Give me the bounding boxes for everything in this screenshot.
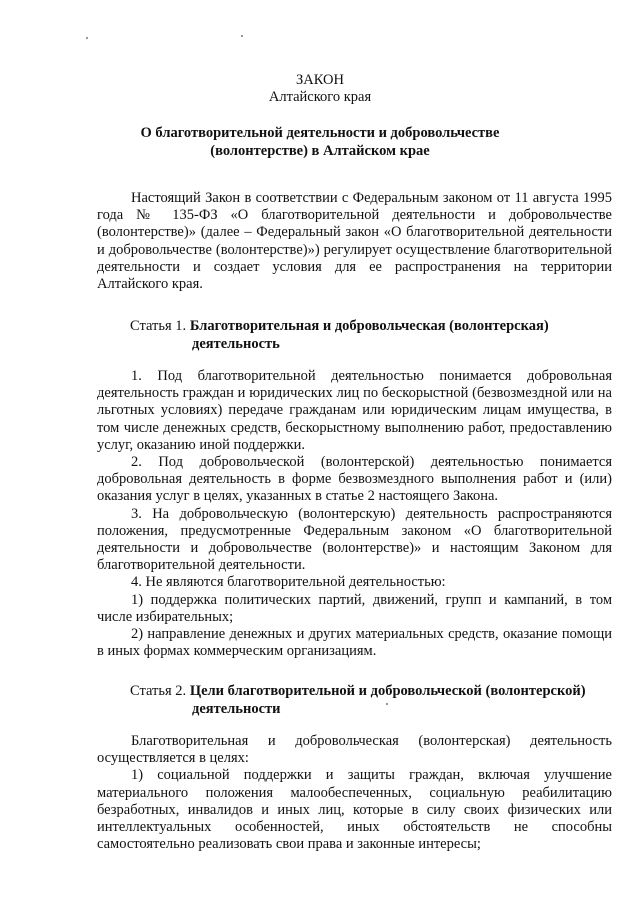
preamble-text: Настоящий Закон в соответствии с Федеральным законом от 11 августа 1995 года № 135-ФЗ «О благотворительной деятельности и добровольчестве (волонтерстве)» (далее – Федеральный закон «О благотворительной деятельности и добровольчестве (волонтерстве)») регулирует осуществление благотворительной деятельности и создает условия для ее распространения на территории Алтайского края.	[97, 190, 612, 293]
region-name: Алтайского края	[268, 89, 372, 105]
article2-body	[97, 733, 612, 853]
article1-heading	[130, 318, 620, 353]
article1-paragraph: 3. На добровольческую (волонтерскую) деятельность распространяются положения, предусмотренные Федеральным законом «О благотворительной деятельности и добровольчестве (волонтерстве)» и настоящим Законом для благотворительной деятельности.	[97, 505, 612, 574]
article1-paragraph: 1) поддержка политических партий, движений, групп и кампаний, в том числе избирательных;	[97, 591, 612, 625]
article2-paragraph: 1) социальной поддержки и защиты граждан, включая улучшение материального положения малообеспеченных, социальную реабилитацию безработных, инвалидов и иных лиц, которые в силу своих физических или интеллектуальных особенностей, иных обстоятельств не способны самостоятельно реализовать свои права и законные интересы;	[97, 767, 612, 853]
law-title-line1: О благотворительной деятельности и добровольчестве	[140, 125, 500, 141]
article1-paragraph: 4. Не являются благотворительной деятельностью:	[131, 574, 446, 591]
scan-speck	[86, 37, 88, 39]
article1-label: Статья 1.	[130, 318, 187, 334]
article1-title-line1: Благотворительная и добровольческая (волонтерская)	[189, 318, 549, 334]
article1-paragraph: 2. Под добровольческой (волонтерской) деятельностью понимается добровольная деятельность в форме безвозмездного выполнения работ и (или) оказания услуг в целях, указанных в статье 2 настоящего Закона.	[97, 454, 612, 505]
article2-title-line1: Цели благотворительной и добровольческой (волонтерской)	[189, 683, 586, 699]
article2-paragraph: Благотворительная и добровольческая (волонтерская) деятельность осуществляется в целях:	[97, 733, 612, 767]
article1-paragraph: 1. Под благотворительной деятельностью понимается добровольная деятельность граждан и юридических лиц по бескорыстной (безвозмездной или на льготных условиях) передаче гражданам или юридическим лицам имущества, в том числе денежных средств, бескорыстному выполнению работ, предоставлению услуг, оказанию иной поддержки.	[97, 368, 612, 453]
law-label: ЗАКОН	[296, 72, 344, 88]
article2-heading	[130, 683, 620, 718]
article1-paragraph: 2) направление денежных и других материальных средств, оказание помощи в иных формах коммерческим организациям.	[97, 626, 612, 660]
article2-title-line2: деятельности	[192, 700, 281, 717]
law-title-line2: (волонтерстве) в Алтайском крае	[210, 143, 430, 159]
preamble	[97, 190, 612, 293]
article1-body	[97, 368, 612, 660]
article1-title-line2: деятельность	[192, 335, 280, 352]
scan-speck	[241, 35, 243, 37]
article2-label: Статья 2.	[130, 683, 187, 699]
